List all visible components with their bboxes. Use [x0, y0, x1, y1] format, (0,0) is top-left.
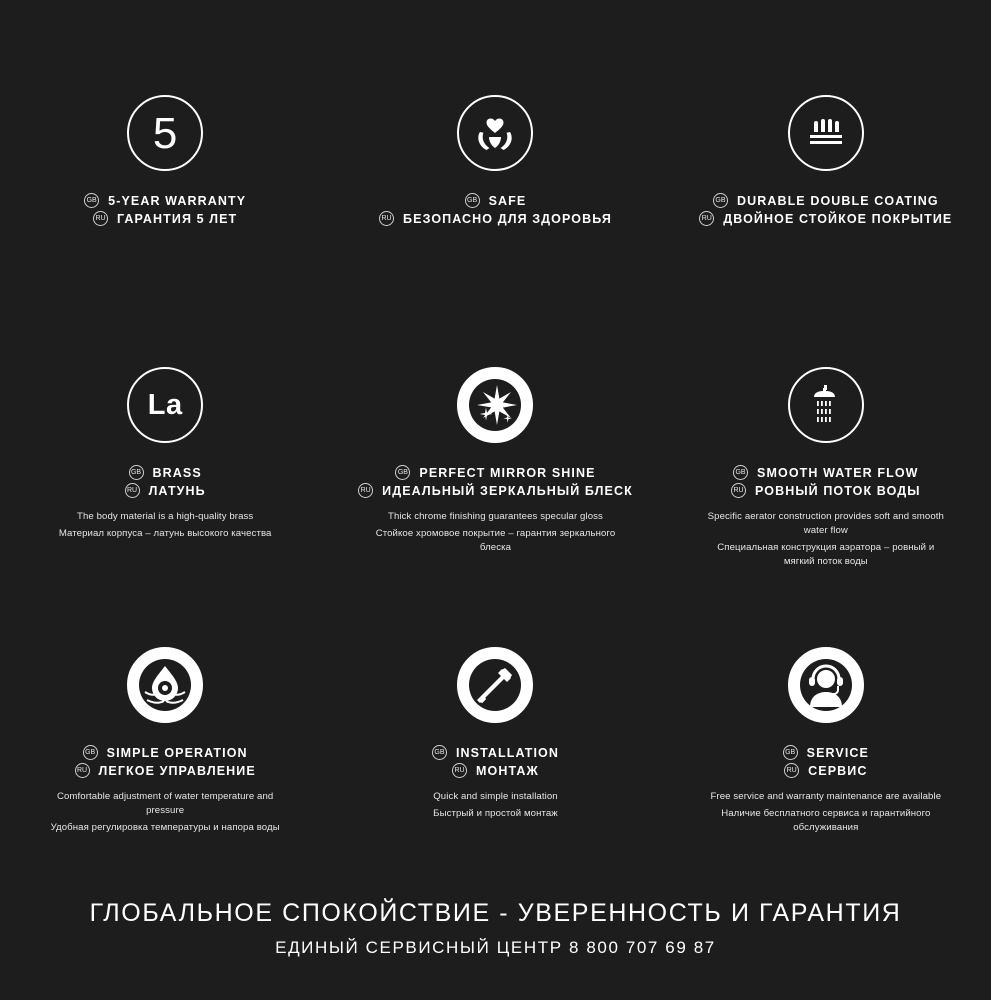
- flag-ru-icon: RU: [93, 211, 108, 226]
- feature-desc-ru: Стойкое хромовое покрытие – гарантия зеркального блеска: [375, 527, 616, 553]
- flag-ru-icon: RU: [379, 211, 394, 226]
- flag-gb-icon: GB: [83, 745, 98, 760]
- sparkle-shine-icon: [457, 367, 533, 443]
- feature-description: [59, 510, 272, 541]
- flag-gb-icon: GB: [129, 465, 144, 480]
- feature-desc-en: The body material is a high-quality brass: [76, 511, 254, 522]
- water-drop-control-icon: [127, 647, 203, 723]
- feature-titles: [432, 745, 559, 778]
- icon-text: 5: [152, 109, 178, 158]
- flag-ru-icon: RU: [699, 211, 714, 226]
- flag-gb-icon: GB: [84, 193, 99, 208]
- wrench-installation-icon: [457, 647, 533, 723]
- feature-title-ru: БЕЗОПАСНО ДЛЯ ЗДОРОВЬЯ: [403, 211, 612, 226]
- feature-title-en: SIMPLE OPERATION: [106, 745, 248, 760]
- feature-titles: [358, 465, 633, 498]
- flag-gb-icon: GB: [733, 465, 748, 480]
- feature-title-ru: ГАРАНТИЯ 5 ЛЕТ: [117, 211, 238, 226]
- feature-desc-ru: Удобная регулировка температуры и напора воды: [50, 821, 280, 833]
- feature-title-ru: ЛАТУНЬ: [148, 483, 206, 498]
- feature-title-en: SERVICE: [806, 745, 869, 760]
- flag-gb-icon: GB: [713, 193, 728, 208]
- feature-grid: [0, 95, 991, 847]
- flag-ru-icon: RU: [784, 763, 799, 778]
- flag-gb-icon: GB: [465, 193, 480, 208]
- feature-item-simple-operation: [0, 647, 330, 847]
- flag-gb-icon: GB: [432, 745, 447, 760]
- feature-title-ru: РОВНЫЙ ПОТОК ВОДЫ: [755, 483, 921, 498]
- feature-description: [40, 790, 290, 835]
- feature-description: [701, 510, 951, 569]
- feature-titles: [699, 193, 952, 226]
- feature-item-water-flow: [661, 367, 991, 595]
- flag-ru-icon: RU: [452, 763, 467, 778]
- feature-title-en: BRASS: [152, 465, 202, 480]
- feature-title-en: INSTALLATION: [455, 745, 559, 760]
- flag-ru-icon: RU: [125, 483, 140, 498]
- feature-titles: [75, 745, 256, 778]
- flag-gb-icon: GB: [783, 745, 798, 760]
- feature-desc-ru: Материал корпуса – латунь высокого качества: [58, 527, 272, 539]
- feature-desc-en: Thick chrome finishing guarantees specular gloss: [388, 511, 603, 522]
- feature-item-installation: [330, 647, 660, 847]
- footer-tagline: ГЛОБАЛЬНОЕ СПОКОЙСТВИЕ - УВЕРЕННОСТЬ И ГАРАНТИЯ: [89, 899, 902, 927]
- feature-title-ru: МОНТАЖ: [476, 763, 539, 778]
- feature-title-ru: ЛЕГКОЕ УПРАВЛЕНИЕ: [98, 763, 256, 778]
- feature-title-en: SAFE: [488, 193, 527, 208]
- feature-desc-en: Comfortable adjustment of water temperature and pressure: [56, 791, 274, 816]
- feature-title-ru: СЕРВИС: [808, 763, 868, 778]
- feature-titles: [731, 465, 921, 498]
- feature-titles: [783, 745, 869, 778]
- lanthanum-brass-icon: [127, 367, 203, 443]
- feature-title-en: DURABLE DOUBLE COATING: [736, 193, 939, 208]
- feature-titles: [125, 465, 206, 498]
- feature-desc-ru: Специальная конструкция аэратора – ровный и мягкий поток воды: [717, 541, 935, 567]
- feature-title-en: SMOOTH WATER FLOW: [757, 465, 919, 480]
- feature-title-ru: ДВОЙНОЕ СТОЙКОЕ ПОКРЫТИЕ: [723, 211, 953, 226]
- icon-text: La: [147, 388, 183, 421]
- feature-title-en: 5-YEAR WARRANTY: [108, 193, 247, 208]
- footer-service-line: ЕДИНЫЙ СЕРВИСНЫЙ ЦЕНТР 8 800 707 69 87: [275, 938, 716, 957]
- feature-title-ru: ИДЕАЛЬНЫЙ ЗЕРКАЛЬНЫЙ БЛЕСК: [382, 483, 633, 498]
- feature-desc-en: Quick and simple installation: [433, 791, 558, 802]
- feature-description: [370, 510, 620, 555]
- shower-water-flow-icon: [788, 367, 864, 443]
- feature-desc-ru: Наличие бесплатного сервиса и гарантийного обслуживания: [721, 807, 931, 833]
- feature-titles: [379, 193, 612, 226]
- feature-item-safe: [330, 95, 660, 305]
- flag-ru-icon: RU: [731, 483, 746, 498]
- double-coating-layers-icon: [788, 95, 864, 171]
- feature-description: [433, 790, 558, 821]
- feature-item-service: [661, 647, 991, 847]
- footer: [0, 899, 991, 958]
- flag-gb-icon: GB: [395, 465, 410, 480]
- flag-ru-icon: RU: [358, 483, 373, 498]
- feature-item-mirror-shine: [330, 367, 660, 595]
- support-agent-icon: [788, 647, 864, 723]
- flag-ru-icon: RU: [75, 763, 90, 778]
- hands-holding-heart-icon: [457, 95, 533, 171]
- feature-desc-en: Specific aerator construction provides soft and smooth water flow: [707, 511, 944, 536]
- feature-item-brass: [0, 367, 330, 595]
- feature-title-en: PERFECT MIRROR SHINE: [419, 465, 596, 480]
- feature-description: [701, 790, 951, 835]
- feature-titles: [84, 193, 246, 226]
- feature-item-coating: [661, 95, 991, 305]
- feature-item-warranty: [0, 95, 330, 305]
- number-five-icon: [127, 95, 203, 171]
- feature-desc-ru: Быстрый и простой монтаж: [433, 807, 558, 819]
- feature-desc-en: Free service and warranty maintenance are available: [710, 791, 942, 802]
